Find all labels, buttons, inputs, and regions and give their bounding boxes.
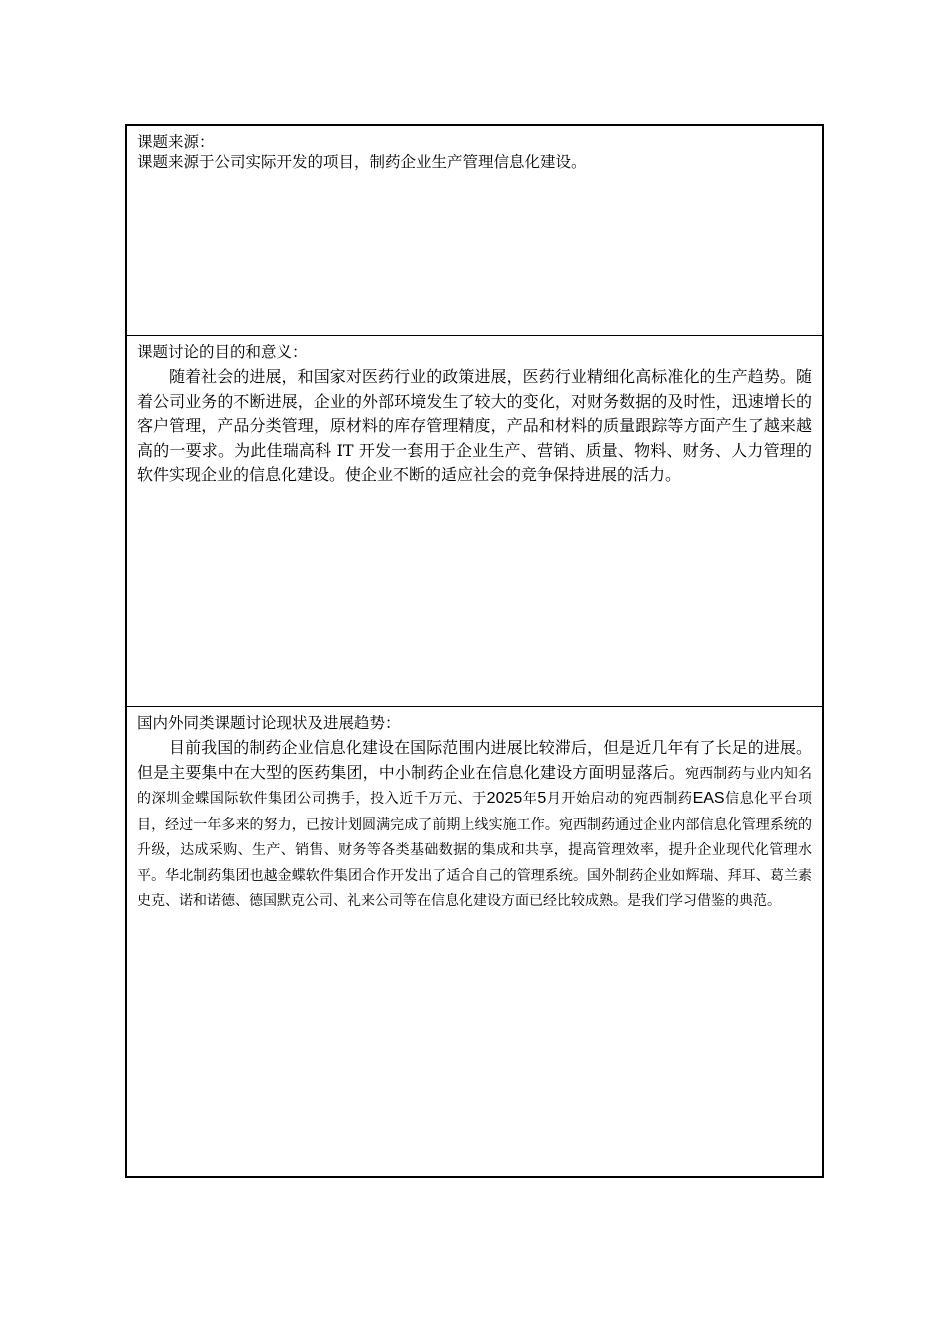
paragraph-text: 年: [522, 791, 538, 807]
paragraph-text: 目前我国的制药企业信息化建设在国际范围内进展比较滞后，但是近几年有了长足的进展。但是主要集中在大型的医药集团，中小制药企业在信息化建设方面明显落后。: [137, 738, 812, 782]
year-text: 2025: [486, 790, 523, 807]
eas-text: EAS: [692, 790, 725, 807]
paragraph-text: 信息化平台项目，经过一年多来的努力，已按计划圆满完成了前期上线实施工作。宛西制药通过企业内部信息化管理系统的升级，达成采购、生产、销售、财务等各类基础数据的集成和共享，提高管理效率，提升企业现代化管理水平。华北制药集团也越金蝶软件集团合作开发出了适合自己的管理系统。国外制药企业如辉瑞、拜耳、葛兰素史克、诺和诺德、德国默克公司、礼来公司等在信息化建设方面已经比较成熟。是我们学习借鉴的典范。: [137, 791, 813, 909]
section-heading: 国内外同类课题讨论现状及进展趋势：: [137, 714, 401, 732]
section-topic-source: [127, 126, 822, 335]
paragraph-text: 月开始启动的宛西制药: [546, 791, 693, 807]
form-table: [125, 124, 824, 1178]
month-text: 5: [537, 790, 547, 807]
section-purpose-significance: [127, 336, 822, 706]
section-paragraph: [137, 736, 812, 914]
section-paragraph: 随着社会的进展，和国家对医药行业的政策进展，医药行业精细化高标准化的生产趋势。随着公司业务的不断进展，企业的外部环境发生了较大的变化，对财务数据的及时性，迅速增长的客户管理，产品分类管理，原材料的库存管理精度，产品和材料的质量跟踪等方面产生了越来越高的一要求。为此佳瑞高科 IT 开发一套用于企业生产、营销、质量、物料、财务、人力管理的软件实现企业的信息化建设。使企业不断的适应社会的竞争保持进展的活力。: [137, 367, 812, 484]
section-research-status: [127, 707, 822, 1176]
section-heading: 课题讨论的目的和意义：: [137, 343, 308, 361]
section-heading: 课题来源：: [137, 133, 215, 151]
paragraph-text: 宛西制药与业内知名的深圳金蝶国际软件集团公司携手，投入近千万元、于: [137, 765, 812, 807]
section-paragraph: 课题来源于公司实际开发的项目，制药企业生产管理信息化建设。: [137, 153, 587, 171]
